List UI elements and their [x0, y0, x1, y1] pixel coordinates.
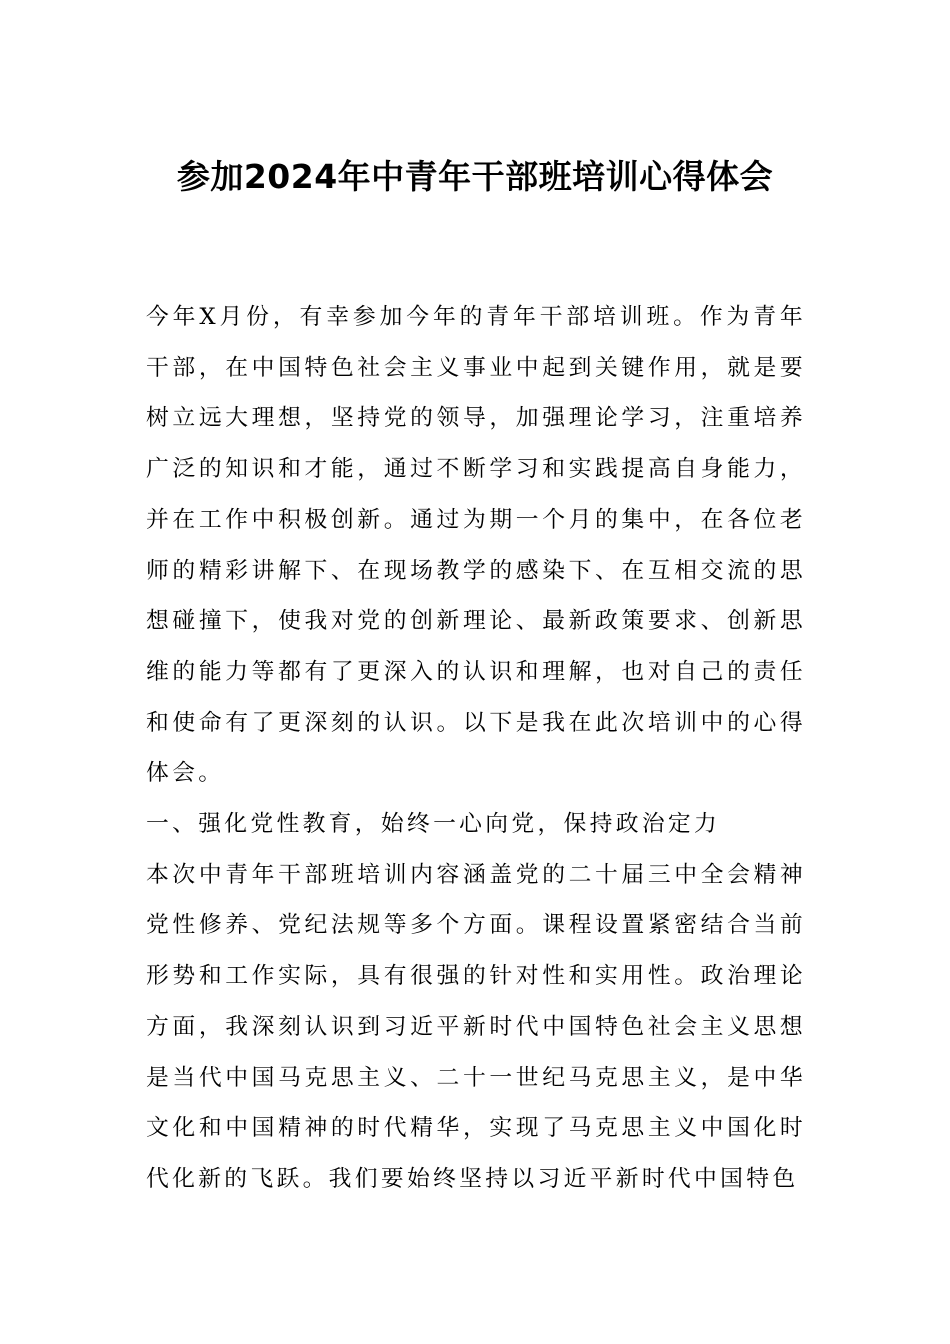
section-heading: 一、强化党性教育，始终一心向党，保持政治定力	[146, 811, 721, 838]
intro-paragraph: 今年X月份，有幸参加今年的青年干部培训班。作为青年干部，在中国特色社会主义事业中起到关键作用，就是要树立远大理想，坚持党的领导，加强理论学习，注重培养广泛的知识和才能，通过不断学习和实践提高自身能力，并在工作中积极创新。通过为期一个月的集中，在各位老师的精彩讲解下、在现场教学的感染下、在互相交流的思想碰撞下，使我对党的创新理论、最新政策要求、创新思维的能力等都有了更深入的认识和理解，也对自己的责任和使命有了更深刻的认识。以下是我在此次培训中的心得体会。	[146, 304, 806, 787]
document-title: 参加2024年中青年干部班培训心得体会	[176, 157, 774, 196]
section-paragraph: 本次中青年干部班培训内容涵盖党的二十届三中全会精神党性修养、党纪法规等多个方面。课程设置紧密结合当前形势和工作实际，具有很强的针对性和实用性。政治理论方面，我深刻认识到习近平新时代中国特色社会主义思想是当代中国马克思主义、二十一世纪马克思主义，是中华文化和中国精神的时代精华，实现了马克思主义中国化时代化新的飞跃。我们要始终坚持以习近平新时代中国特色	[146, 861, 806, 1192]
document-body	[146, 292, 806, 1205]
